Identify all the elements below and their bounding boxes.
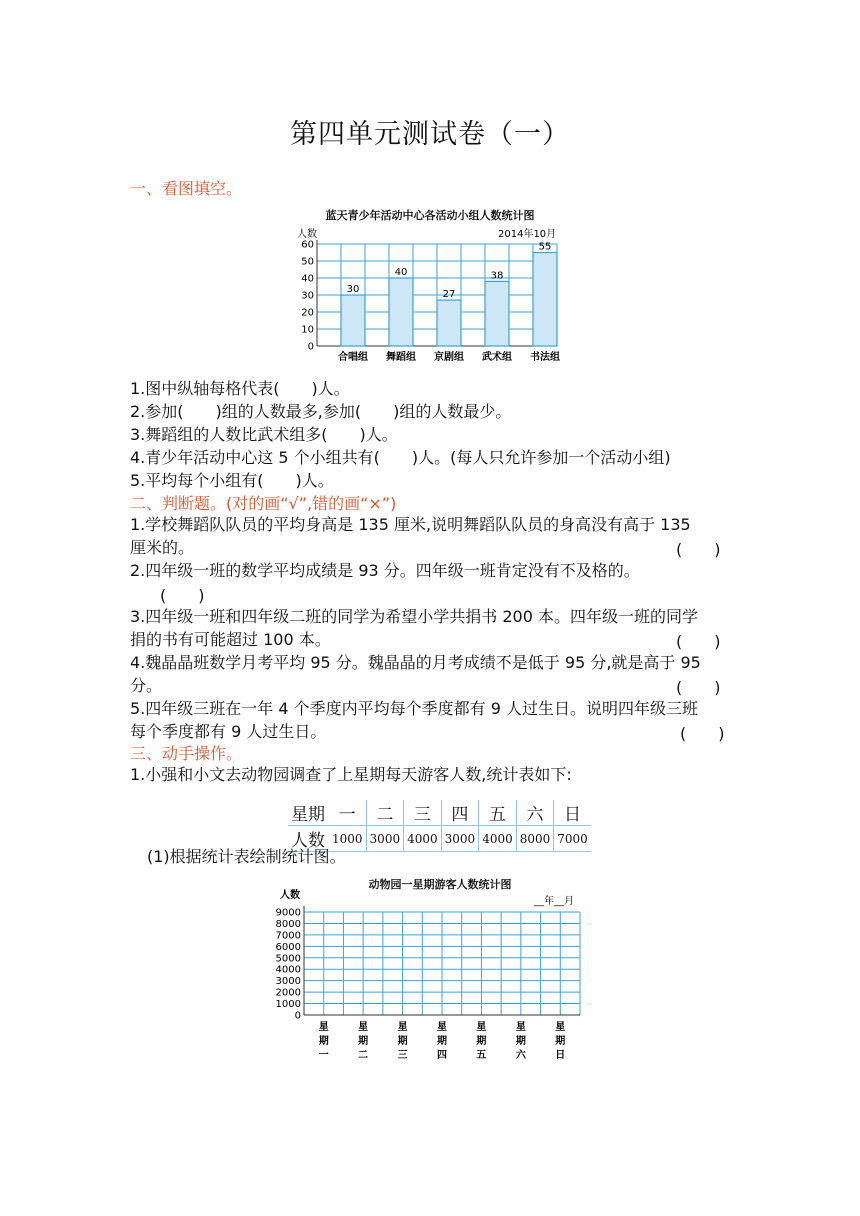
x-day-label: 期 bbox=[437, 1036, 447, 1047]
judge-line-9: 每个季度都有 9 人过生日。 bbox=[130, 722, 327, 741]
y-tick-label: 20 bbox=[301, 307, 314, 319]
x-day-label: 期 bbox=[318, 1036, 329, 1047]
table-cell: 3000 bbox=[441, 826, 479, 852]
judge-line-7: 分。 bbox=[130, 676, 163, 695]
x-category-label: 书法组 bbox=[530, 352, 560, 363]
section3-heading: 三、动手操作。 bbox=[130, 744, 243, 763]
bar-value-label: 40 bbox=[394, 267, 408, 278]
table-cell: 3000 bbox=[366, 826, 404, 852]
bar-value-label: 55 bbox=[538, 241, 552, 253]
y-tick-label: 50 bbox=[301, 256, 314, 268]
x-day-label: 三 bbox=[397, 1050, 408, 1061]
y-tick-label: 7000 bbox=[275, 930, 301, 942]
x-category-label: 京剧组 bbox=[434, 352, 464, 363]
answer-paren-1: ( ) bbox=[676, 540, 721, 559]
y-tick-label: 30 bbox=[301, 290, 314, 302]
chart1-title: 蓝天青少年活动中心各活动小组人数统计图 bbox=[325, 209, 535, 222]
y-tick-label: 60 bbox=[301, 239, 314, 251]
table-header-day: 星期 bbox=[288, 800, 329, 826]
table-cell: 五 bbox=[479, 800, 517, 826]
bar-合唱组 bbox=[341, 295, 365, 346]
table-cell: 四 bbox=[441, 800, 479, 826]
y-tick-label: 0 bbox=[307, 341, 314, 353]
x-day-label: 星 bbox=[515, 1022, 526, 1033]
table-cell: 一 bbox=[329, 800, 366, 826]
table-row bbox=[288, 800, 591, 826]
table-cell: 1000 bbox=[329, 826, 366, 852]
chart2 bbox=[270, 886, 590, 1068]
judge-line-6: 4.魏晶晶班数学月考平均 95 分。魏晶晶的月考成绩不是低于 95 分,就是高于 95 bbox=[130, 653, 701, 672]
x-day-label: 一 bbox=[318, 1050, 329, 1061]
answer-paren-3: ( ) bbox=[676, 632, 721, 651]
y-tick-label: 0 bbox=[294, 1010, 301, 1022]
section3-q1: 1.小强和小文去动物园调查了上星期每天游客人数,统计表如下: bbox=[130, 765, 572, 784]
answer-paren-2: ( ) bbox=[160, 586, 205, 605]
table-cell: 4000 bbox=[404, 826, 442, 852]
table-cell: 二 bbox=[366, 800, 404, 826]
question-1: 1.图中纵轴每格代表( )人。 bbox=[130, 379, 350, 398]
table-cell: 日 bbox=[554, 800, 591, 826]
table-cell: 4000 bbox=[479, 826, 517, 852]
bar-京剧组 bbox=[437, 300, 461, 346]
table-cell: 8000 bbox=[516, 826, 554, 852]
bar-value-label: 27 bbox=[442, 289, 456, 301]
y-tick-label: 3000 bbox=[275, 976, 301, 988]
x-day-label: 日 bbox=[555, 1050, 566, 1061]
x-day-label: 星 bbox=[437, 1022, 447, 1033]
table-cell: 7000 bbox=[554, 826, 591, 852]
judge-line-1: 1.学校舞蹈队队员的平均身高是 135 厘米,说明舞蹈队队员的身高没有高于 135 bbox=[130, 515, 691, 534]
chart1 bbox=[290, 226, 590, 366]
x-day-label: 星 bbox=[476, 1022, 487, 1033]
judge-line-8: 5.四年级三班在一年 4 个季度内平均每个季度都有 9 人过生日。说明四年级三班 bbox=[130, 699, 698, 718]
page-title: 第四单元测试卷（一） bbox=[290, 119, 570, 150]
y-tick-label: 2000 bbox=[275, 987, 301, 999]
x-day-label: 星 bbox=[318, 1022, 329, 1033]
y-tick-label: 9000 bbox=[275, 907, 301, 919]
table-cell: 六 bbox=[516, 800, 554, 826]
question-2: 2.参加( )组的人数最多,参加( )组的人数最少。 bbox=[130, 402, 512, 421]
x-day-label: 星 bbox=[358, 1022, 369, 1033]
x-day-label: 四 bbox=[437, 1050, 447, 1061]
x-day-label: 期 bbox=[397, 1036, 408, 1047]
x-day-label: 期 bbox=[555, 1036, 566, 1047]
table-cell: 三 bbox=[404, 800, 442, 826]
section2-heading: 二、判断题。(对的画“√”,错的画“×”) bbox=[130, 494, 397, 513]
bar-武术组 bbox=[485, 281, 509, 346]
chart2-date: __年__月 bbox=[534, 896, 574, 907]
y-tick-label: 10 bbox=[301, 324, 314, 336]
x-day-label: 五 bbox=[476, 1050, 487, 1061]
judge-line-3: 2.四年级一班的数学平均成绩是 93 分。四年级一班肯定没有不及格的。 bbox=[130, 561, 640, 580]
section1-heading: 一、看图填空。 bbox=[130, 179, 243, 198]
chart1-date: 2014年10月 bbox=[498, 229, 557, 240]
bar-value-label: 38 bbox=[490, 270, 504, 282]
bar-value-label: 30 bbox=[346, 284, 360, 295]
x-category-label: 合唱组 bbox=[338, 352, 368, 363]
x-day-label: 二 bbox=[358, 1050, 369, 1061]
x-day-label: 星 bbox=[397, 1022, 408, 1033]
section3-sub1: (1)根据统计表绘制统计图。 bbox=[147, 847, 346, 866]
y-tick-label: 8000 bbox=[275, 918, 301, 930]
x-day-label: 期 bbox=[476, 1036, 487, 1047]
y-tick-label: 4000 bbox=[275, 964, 301, 976]
y-tick-label: 5000 bbox=[275, 953, 301, 965]
y-tick-label: 40 bbox=[301, 273, 314, 285]
judge-line-4: 3.四年级一班和四年级二班的同学为希望小学共捐书 200 本。四年级一班的同学 bbox=[130, 607, 698, 626]
judge-line-5: 捐的书有可能超过 100 本。 bbox=[130, 630, 331, 649]
chart2-title: 动物园一星期游客人数统计图 bbox=[368, 878, 512, 891]
answer-paren-4: ( ) bbox=[676, 678, 721, 697]
question-5: 5.平均每个小组有( )人。 bbox=[130, 471, 334, 490]
judge-line-2: 厘米的。 bbox=[130, 538, 195, 557]
bar-书法组 bbox=[533, 253, 557, 347]
chart1-ylabel: 人数 bbox=[297, 229, 317, 240]
x-day-label: 六 bbox=[515, 1050, 526, 1061]
x-day-label: 星 bbox=[555, 1022, 566, 1033]
table-header-count: 人数 bbox=[288, 826, 329, 852]
bar-舞蹈组 bbox=[389, 278, 413, 346]
x-day-label: 期 bbox=[515, 1036, 526, 1047]
x-category-label: 武术组 bbox=[482, 352, 512, 363]
x-day-label: 期 bbox=[358, 1036, 369, 1047]
question-4: 4.青少年活动中心这 5 个小组共有( )人。(每人只允许参加一个活动小组) bbox=[130, 448, 671, 467]
answer-paren-5: ( ) bbox=[680, 724, 725, 743]
question-3: 3.舞蹈组的人数比武术组多( )人。 bbox=[130, 425, 398, 444]
visitor-table bbox=[288, 800, 591, 852]
y-tick-label: 6000 bbox=[275, 941, 301, 953]
chart2-ylabel: 人数 bbox=[280, 890, 300, 901]
y-tick-label: 1000 bbox=[275, 999, 301, 1011]
x-category-label: 舞蹈组 bbox=[386, 352, 416, 363]
